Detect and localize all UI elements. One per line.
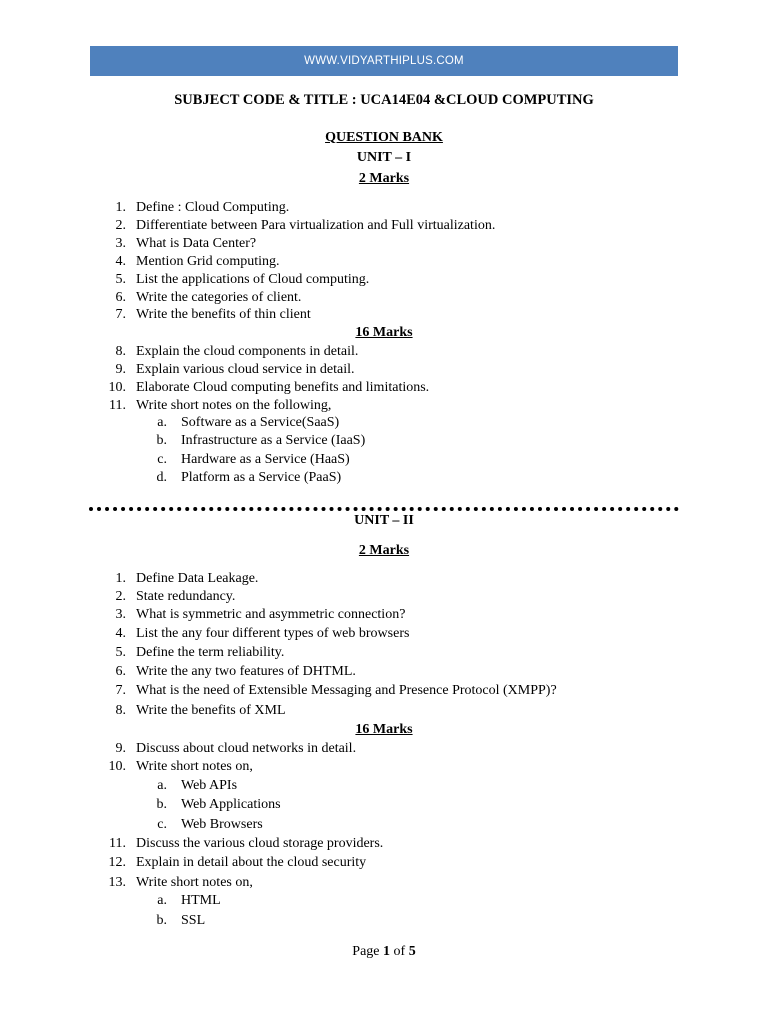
item-text: Define : Cloud Computing. <box>136 200 290 215</box>
page-label: Page <box>352 944 380 959</box>
question-bank-heading: QUESTION BANK <box>325 130 443 145</box>
item-number: 2. <box>115 589 126 604</box>
item-text: Discuss about cloud networks in detail. <box>136 741 357 756</box>
item-text: Software as a Service(SaaS) <box>181 415 340 430</box>
item-text: Write the any two features of DHTML. <box>136 664 356 679</box>
item-text: What is Data Center? <box>136 236 257 251</box>
item-text: Define the term reliability. <box>136 645 285 660</box>
item-text: Web Applications <box>181 797 281 812</box>
item-text: HTML <box>181 893 221 908</box>
item-number: 11. <box>109 398 126 413</box>
item-number: a. <box>157 893 167 908</box>
section-divider <box>89 507 679 511</box>
item-text: Write the benefits of thin client <box>136 307 311 322</box>
unit1-title: UNIT – I <box>356 150 412 165</box>
item-number: c. <box>157 817 167 832</box>
item-number: 9. <box>115 741 126 756</box>
item-text: Write short notes on the following, <box>136 398 332 413</box>
item-number: 10. <box>108 759 126 774</box>
item-text: List the any four different types of web browsers <box>136 626 410 641</box>
item-number: 13. <box>108 875 126 890</box>
item-text: Explain various cloud service in detail. <box>136 362 355 377</box>
unit1-2marks-heading: 2 Marks <box>358 171 410 186</box>
item-number: b. <box>156 797 167 812</box>
item-number: 1. <box>115 571 126 586</box>
unit2-title: UNIT – II <box>354 513 414 528</box>
item-number: 10. <box>108 380 126 395</box>
item-text: What is the need of Extensible Messaging and Presence Protocol (XMPP)? <box>136 683 557 698</box>
item-text: Discuss the various cloud storage providers. <box>136 836 384 851</box>
item-number: 8. <box>115 344 126 359</box>
item-number: b. <box>156 433 167 448</box>
item-text: SSL <box>181 913 206 928</box>
item-text: Define Data Leakage. <box>136 571 259 586</box>
item-number: a. <box>157 778 167 793</box>
item-text: List the applications of Cloud computing. <box>136 272 370 287</box>
item-text: Write short notes on, <box>136 759 253 774</box>
item-number: 6. <box>115 290 126 305</box>
item-number: 11. <box>109 836 126 851</box>
page-current: 1 <box>383 944 391 959</box>
item-text: Web Browsers <box>181 817 263 832</box>
item-number: 9. <box>115 362 126 377</box>
item-text: State redundancy. <box>136 589 236 604</box>
unit2-2marks-heading: 2 Marks <box>358 543 410 558</box>
item-text: Differentiate between Para virtualization and Full virtualization. <box>136 218 496 233</box>
subject-title: SUBJECT CODE & TITLE : UCA14E04 &CLOUD COMPUTING <box>174 92 594 108</box>
item-number: 2. <box>115 218 126 233</box>
item-text: Platform as a Service (PaaS) <box>181 470 342 485</box>
page-footer <box>0 944 768 960</box>
item-number: 7. <box>115 683 126 698</box>
page-total: 5 <box>408 944 416 959</box>
item-number: 4. <box>115 254 126 269</box>
item-number: a. <box>157 415 167 430</box>
item-text: Elaborate Cloud computing benefits and limitations. <box>136 380 430 395</box>
item-number: 5. <box>115 272 126 287</box>
item-text: Web APIs <box>181 778 238 793</box>
item-number: 8. <box>115 703 126 718</box>
item-text: Mention Grid computing. <box>136 254 280 269</box>
item-number: 6. <box>115 664 126 679</box>
item-number: 12. <box>108 855 126 870</box>
item-text: Write short notes on, <box>136 875 253 890</box>
of-label: of <box>393 944 406 959</box>
item-number: 1. <box>115 200 126 215</box>
item-number: 5. <box>115 645 126 660</box>
item-text: Explain the cloud components in detail. <box>136 344 359 359</box>
item-text: Write the benefits of XML <box>136 703 286 718</box>
item-number: 3. <box>115 607 126 622</box>
unit1-16marks-heading: 16 Marks <box>355 325 413 340</box>
unit2-16marks-heading: 16 Marks <box>355 722 413 737</box>
item-text: What is symmetric and asymmetric connection? <box>136 607 406 622</box>
item-number: b. <box>156 913 167 928</box>
site-banner: WWW.VIDYARTHIPLUS.COM <box>90 46 678 76</box>
item-number: 4. <box>115 626 126 641</box>
item-text: Explain in detail about the cloud security <box>136 855 367 870</box>
item-text: Write the categories of client. <box>136 290 302 305</box>
item-text: Hardware as a Service (HaaS) <box>181 452 350 467</box>
item-number: 7. <box>115 307 126 322</box>
item-number: c. <box>157 452 167 467</box>
item-text: Infrastructure as a Service (IaaS) <box>181 433 366 448</box>
item-number: d. <box>156 470 167 485</box>
item-number: 3. <box>115 236 126 251</box>
